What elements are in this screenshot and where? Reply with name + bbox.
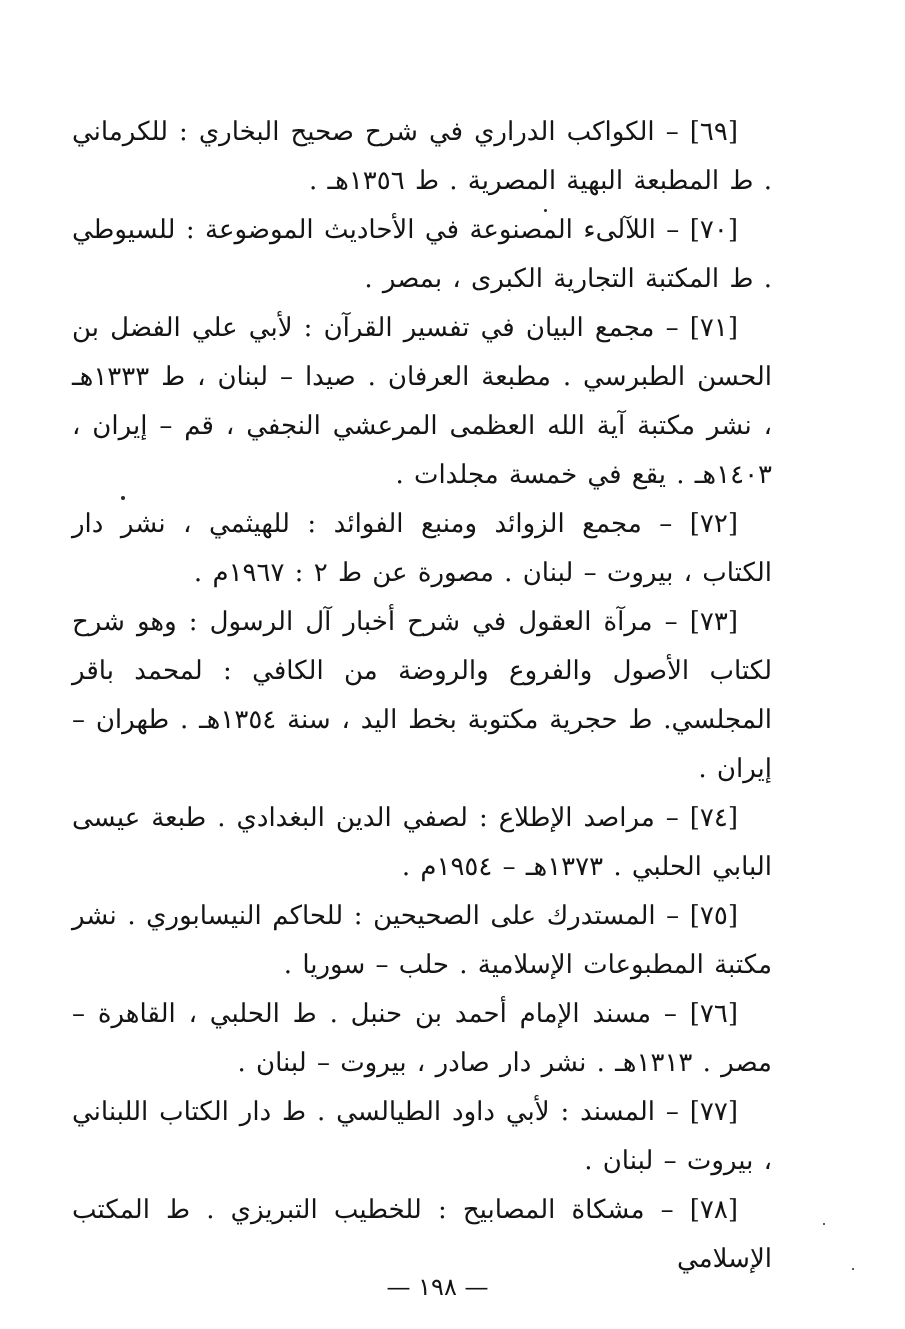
entry-number: [٧٢] [689, 509, 739, 539]
bibliography-list [72, 108, 772, 1284]
bibliography-entry [72, 304, 772, 500]
entry-text: – الكواكب الدراري في شرح صحيح البخاري : للكرماني . ط المطبعة البهية المصرية . ط ١٣٥٦هـ . [72, 117, 772, 196]
scan-speck [544, 209, 547, 212]
scan-speck [823, 1223, 825, 1225]
scan-speck [852, 1268, 854, 1270]
entry-text: – مرآة العقول في شرح أخبار آل الرسول : وهو شرح لكتاب الأصول والفروع والروضة من الكافي : لمحمد باقر المجلسي. ط حجرية مكتوبة بخط اليد ، سنة ١٣٥٤هـ . طهران – إيران . [72, 607, 772, 784]
page-number: — ١٩٨ — [386, 1273, 489, 1301]
entry-number: [٧٨] [689, 1195, 738, 1225]
bibliography-entry [72, 892, 772, 990]
bibliography-entry [72, 1088, 772, 1186]
entry-number: [٧١] [689, 313, 739, 343]
entry-text: – اللآلىء المصنوعة في الأحاديث الموضوعة : للسيوطي . ط المكتبة التجارية الكبرى ، بمصر . [72, 215, 772, 294]
entry-number: [٧٣] [689, 607, 738, 637]
entry-text: – المسند : لأبي داود الطيالسي . ط دار الكتاب اللبناني ، بيروت – لبنان . [72, 1097, 772, 1176]
bibliography-entry [72, 206, 772, 304]
bibliography-entry [72, 598, 772, 794]
scan-speck [121, 496, 125, 500]
entry-text: – مراصد الإطلاع : لصفي الدين البغدادي . طبعة عيسى البابي الحلبي . ١٣٧٣هـ – ١٩٥٤م . [72, 803, 772, 882]
entry-number: [٧٦] [689, 999, 738, 1029]
entry-number: [٦٩] [689, 117, 738, 147]
entry-text: – مشكاة المصابيح : للخطيب التبريزي . ط المكتب الإسلامي [72, 1195, 772, 1274]
entry-number: [٧٥] [689, 901, 739, 931]
bibliography-entry [72, 500, 772, 598]
bibliography-entry [72, 108, 772, 206]
entry-number: [٧٧] [689, 1097, 738, 1127]
entry-text: – المستدرك على الصحيحين : للحاكم النيسابوري . نشر مكتبة المطبوعات الإسلامية . حلب – سوريا . [72, 901, 772, 980]
entry-text: – مجمع البيان في تفسير القرآن : لأبي علي الفضل بن الحسن الطبرسي . مطبعة العرفان . صيدا – لبنان ، ط ١٣٣٣هـ ، نشر مكتبة آية الله العظمى المرعشي النجفي ، قم – إيران ، ١٤٠٣هـ . يقع في خمسة مجلدات . [72, 313, 772, 490]
entry-text: – مجمع الزوائد ومنبع الفوائد : للهيثمي ، نشر دار الكتاب ، بيروت – لبنان . مصورة عن ط ٢ : ١٩٦٧م . [72, 509, 772, 588]
bibliography-entry [72, 794, 772, 892]
entry-number: [٧٠] [689, 215, 738, 245]
entry-text: – مسند الإمام أحمد بن حنبل . ط الحلبي ، القاهرة – مصر . ١٣١٣هـ . نشر دار صادر ، بيروت – لبنان . [72, 999, 772, 1078]
bibliography-entry [72, 990, 772, 1088]
entry-number: [٧٤] [689, 803, 739, 833]
